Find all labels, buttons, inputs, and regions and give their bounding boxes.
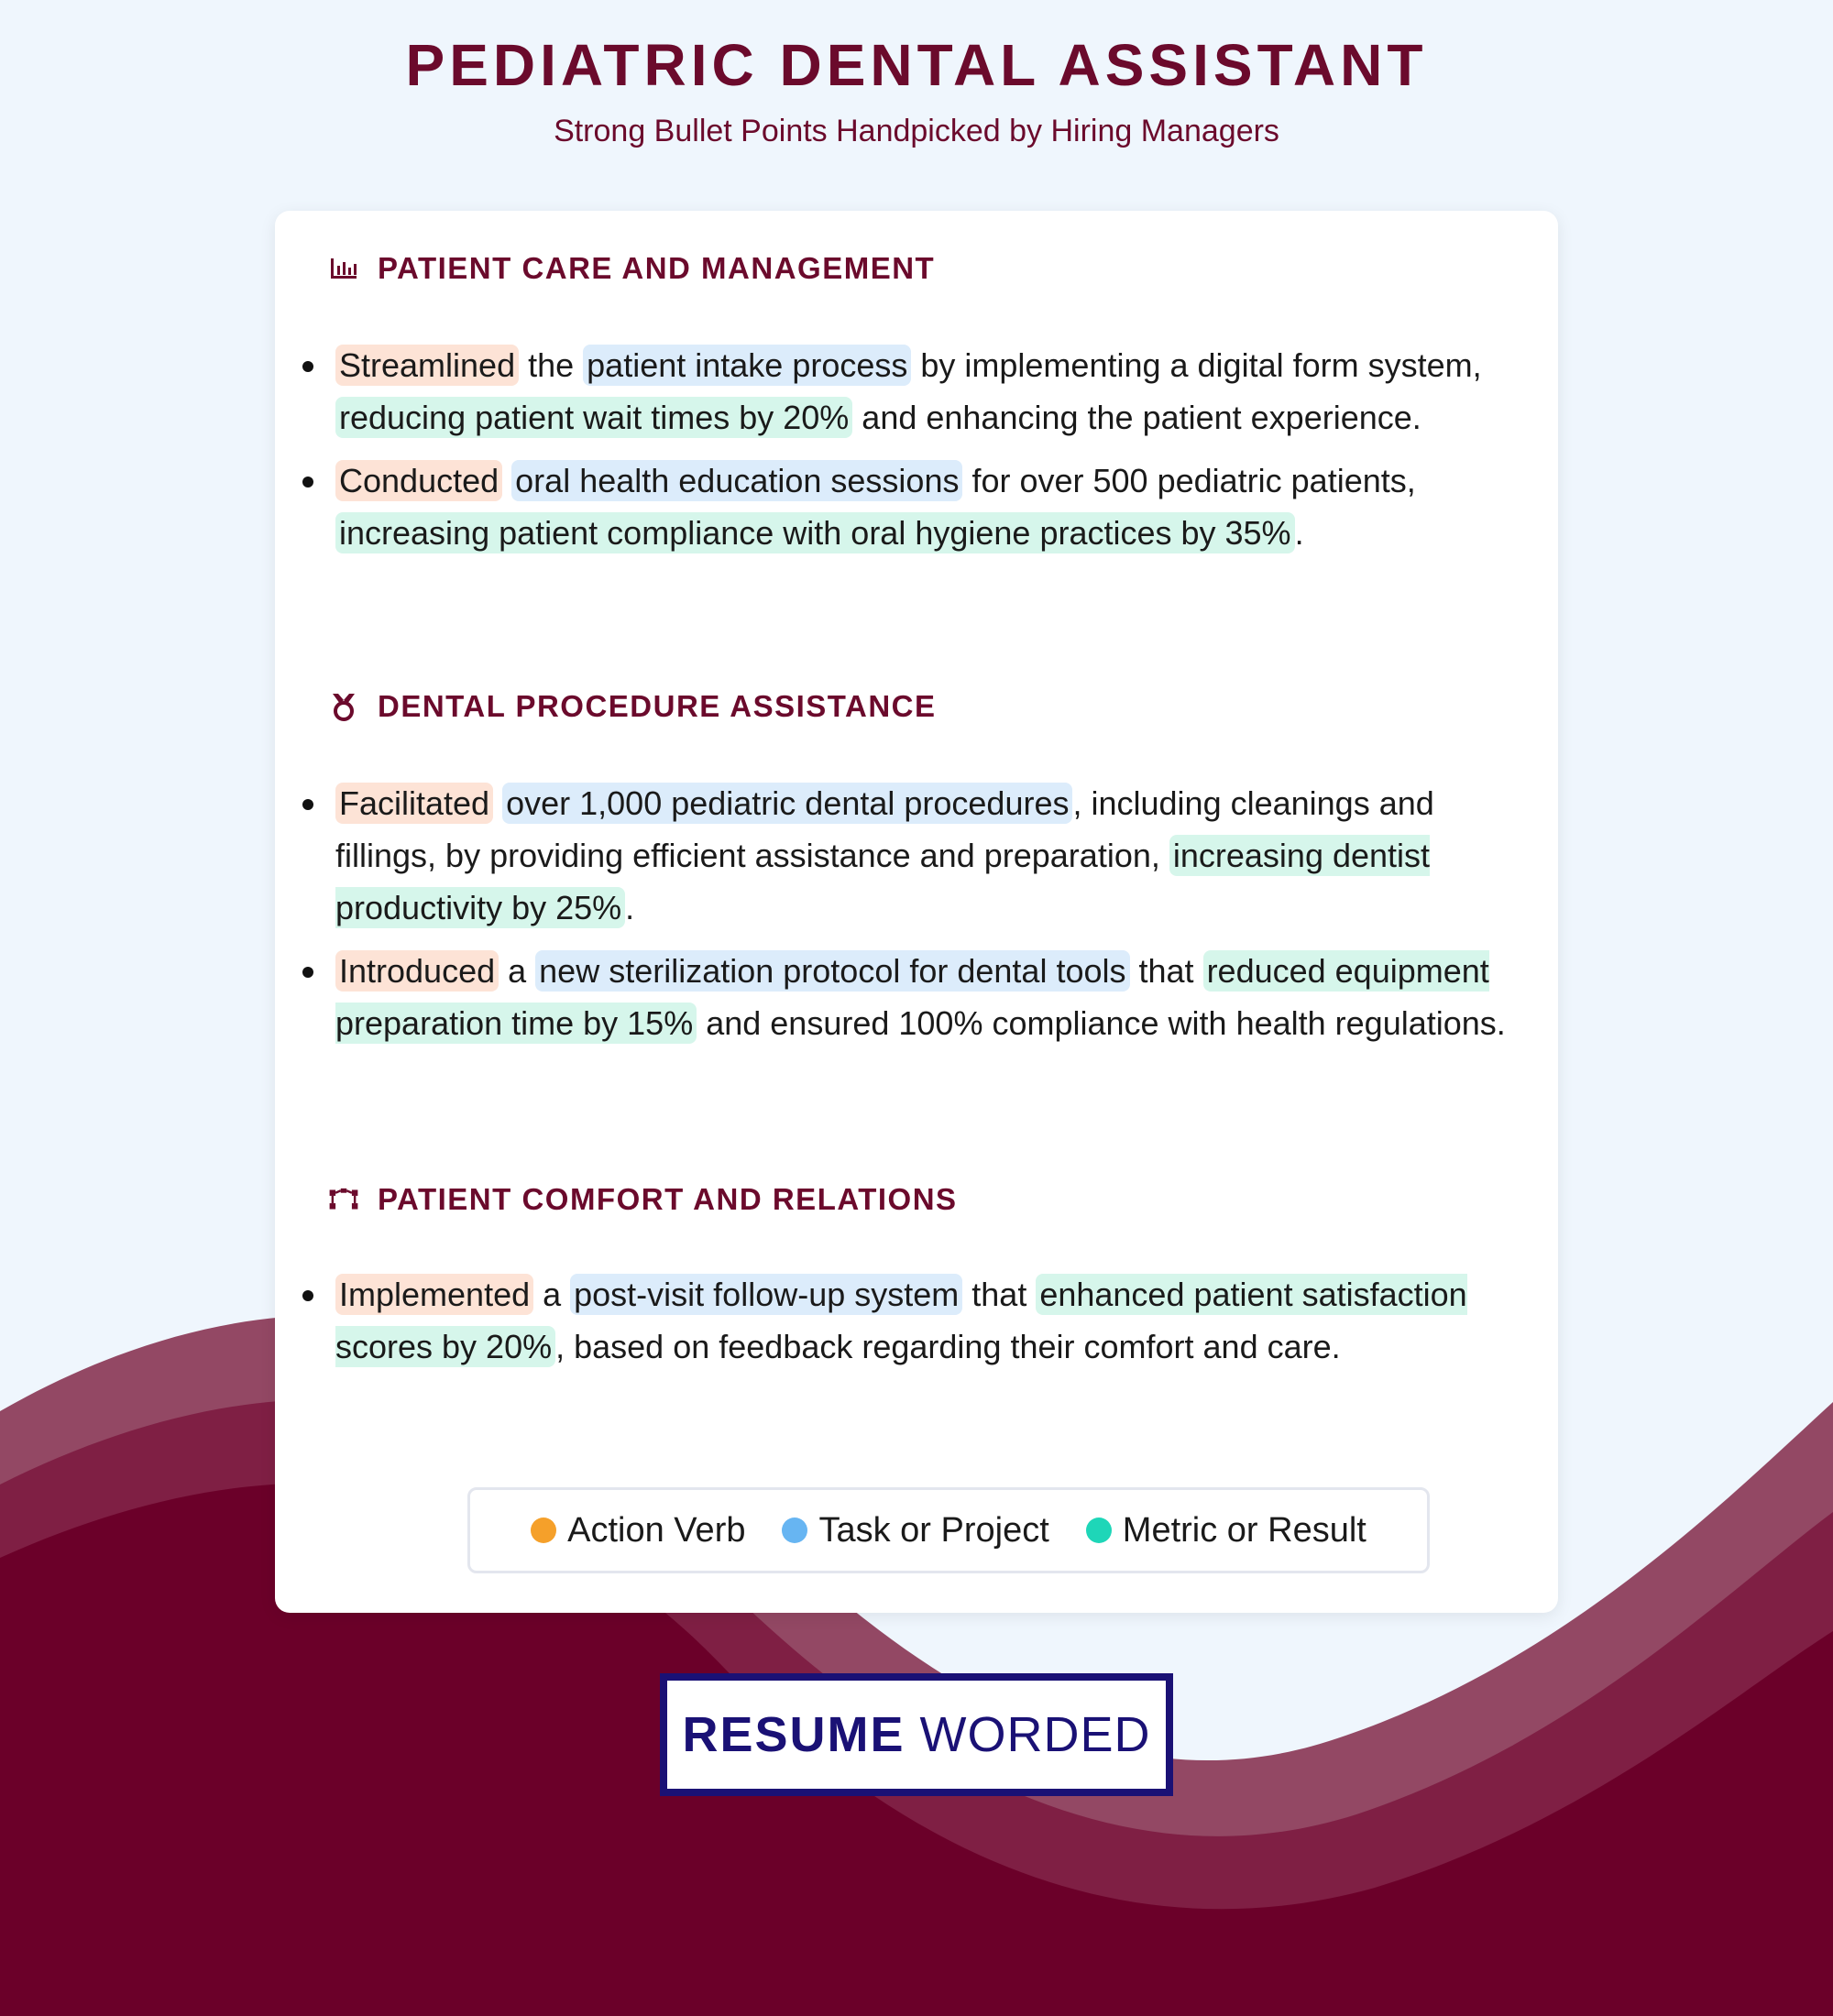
- bullet-list: [335, 339, 1536, 570]
- logo-word-resume: RESUME: [682, 1707, 906, 1762]
- bullet-text: , including cleanings and fillings, by providing efficient assistance and preparation,: [335, 784, 1434, 874]
- highlight-metric: increasing patient compliance with oral hygiene practices by 35%: [335, 512, 1295, 553]
- highlight-action: Implemented: [335, 1274, 533, 1315]
- highlight-metric: reduced equipment preparation time by 15%: [335, 952, 1489, 1042]
- bullet-item: [335, 1268, 1536, 1373]
- legend-item-task: [782, 1511, 1048, 1550]
- section-header-patient-comfort: [328, 1182, 958, 1217]
- highlight-action: Conducted: [335, 460, 502, 501]
- highlight-action: Facilitated: [335, 783, 493, 824]
- bullet-points-card: [275, 211, 1558, 1613]
- bullet-item: [335, 455, 1536, 559]
- bullet-text: [493, 784, 502, 822]
- bullet-text: , based on feedback regarding their comfort and care.: [555, 1328, 1341, 1365]
- resume-worded-logo[interactable]: [660, 1673, 1173, 1796]
- highlight-task: patient intake process: [583, 345, 911, 386]
- bullet-text: by implementing a digital form system,: [911, 346, 1482, 384]
- page-title: PEDIATRIC DENTAL ASSISTANT: [405, 32, 1428, 98]
- highlight-action: Introduced: [335, 950, 499, 992]
- highlight-metric: enhanced patient satisfaction scores by 20%: [335, 1276, 1467, 1365]
- bullet-text: a: [499, 952, 536, 990]
- page-subtitle: Strong Bullet Points Handpicked by Hiring Managers: [554, 114, 1279, 148]
- section-heading: PATIENT CARE AND MANAGEMENT: [378, 251, 936, 285]
- bar-chart-icon: [328, 253, 359, 284]
- legend-label: Action Verb: [567, 1510, 746, 1550]
- legend-item-metric: [1086, 1511, 1367, 1550]
- bullet-text: and enhancing the patient experience.: [852, 399, 1421, 436]
- legend-label: Metric or Result: [1122, 1510, 1367, 1550]
- legend-dot-task: [782, 1517, 807, 1543]
- bullet-text: [502, 462, 511, 499]
- bullet-text: for over 500 pediatric patients,: [962, 462, 1416, 499]
- highlight-task: new sterilization protocol for dental tools: [535, 950, 1129, 992]
- bullet-text: that: [962, 1276, 1037, 1313]
- legend-dot-action: [531, 1517, 556, 1543]
- bullet-item: [335, 945, 1536, 1049]
- logo-word-worded: WORDED: [919, 1707, 1151, 1762]
- highlight-task: post-visit follow-up system: [570, 1274, 962, 1315]
- bullet-text: that: [1129, 952, 1203, 990]
- bullet-text: and ensured 100% compliance with health regulations.: [697, 1004, 1506, 1042]
- legend-dot-metric: [1086, 1517, 1112, 1543]
- highlight-action: Streamlined: [335, 345, 519, 386]
- bullet-text: .: [625, 889, 635, 926]
- highlight-task: over 1,000 pediatric dental procedures: [502, 783, 1072, 824]
- network-icon: [328, 1184, 359, 1215]
- bullet-list: [335, 777, 1536, 1060]
- bullet-text: .: [1294, 514, 1304, 552]
- bullet-text: the: [519, 346, 584, 384]
- highlight-metric: increasing dentist productivity by 25%: [335, 837, 1431, 926]
- section-heading: PATIENT COMFORT AND RELATIONS: [378, 1182, 958, 1216]
- bullet-list: [335, 1268, 1536, 1384]
- bullet-item: [335, 339, 1536, 444]
- legend: [467, 1487, 1430, 1573]
- section-header-patient-care: [328, 251, 935, 286]
- highlight-task: oral health education sessions: [511, 460, 962, 501]
- highlight-metric: reducing patient wait times by 20%: [335, 397, 852, 438]
- bullet-text: a: [533, 1276, 571, 1313]
- medal-icon: [328, 691, 359, 722]
- section-header-dental-procedure: [328, 689, 937, 724]
- legend-item-action-verb: [531, 1511, 745, 1550]
- section-heading: DENTAL PROCEDURE ASSISTANCE: [378, 689, 937, 723]
- legend-label: Task or Project: [818, 1510, 1049, 1550]
- bullet-item: [335, 777, 1536, 934]
